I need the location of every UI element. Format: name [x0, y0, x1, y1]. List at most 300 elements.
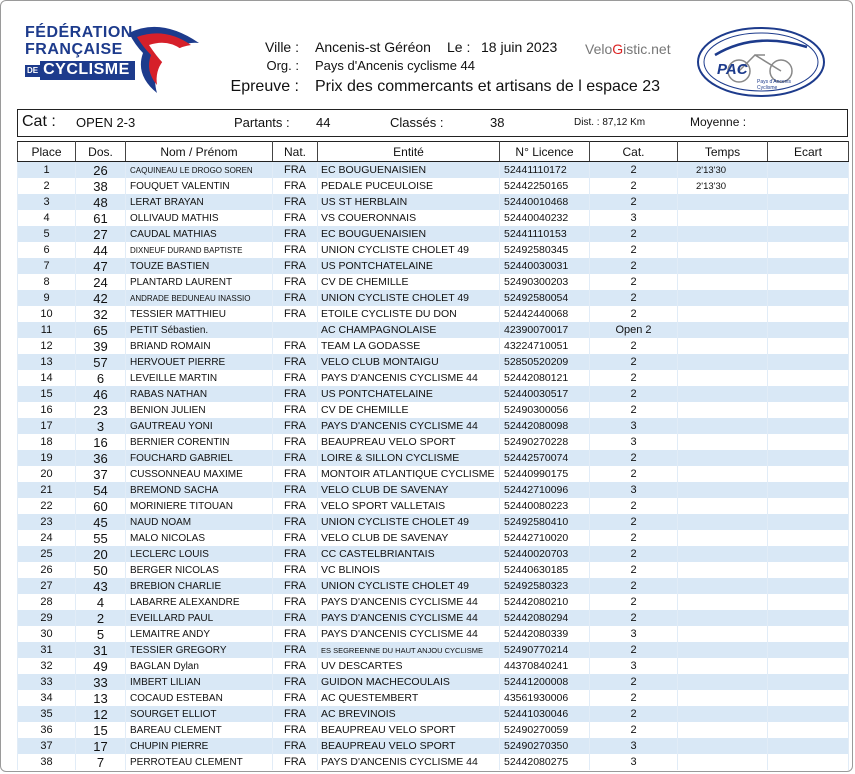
cell-licence: 52440010468	[500, 194, 590, 210]
cell-temps	[678, 674, 768, 690]
cell-nat: FRA	[273, 690, 318, 706]
cell-temps	[678, 610, 768, 626]
cell-dos: 27	[76, 226, 126, 242]
cell-ecart	[768, 354, 849, 370]
cell-temps	[678, 274, 768, 290]
cell-ecart	[768, 546, 849, 562]
table-header-row	[18, 142, 849, 162]
cell-cat: 2	[590, 610, 678, 626]
cell-entite: UNION CYCLISTE CHOLET 49	[318, 242, 500, 258]
cell-licence: 52440080223	[500, 498, 590, 514]
cell-temps	[678, 738, 768, 754]
cell-nat: FRA	[273, 434, 318, 450]
cell-nom: RABAS NATHAN	[126, 386, 273, 402]
cell-nat	[273, 322, 318, 338]
cell-temps: 2'13'30	[678, 162, 768, 179]
cell-cat: 2	[590, 578, 678, 594]
cell-entite: UNION CYCLISTE CHOLET 49	[318, 578, 500, 594]
cell-dos: 54	[76, 482, 126, 498]
cell-nat: FRA	[273, 354, 318, 370]
cell-dos: 57	[76, 354, 126, 370]
date-label: Le :	[447, 39, 471, 55]
cell-cat: 3	[590, 626, 678, 642]
cell-dos: 48	[76, 194, 126, 210]
cell-entite: UNION CYCLISTE CHOLET 49	[318, 290, 500, 306]
cell-licence: 52440630185	[500, 562, 590, 578]
cell-nat: FRA	[273, 546, 318, 562]
cell-entite: AC QUESTEMBERT	[318, 690, 500, 706]
cell-nom: CHUPIN PIERRE	[126, 738, 273, 754]
cell-licence: 52442440068	[500, 306, 590, 322]
cell-ecart	[768, 306, 849, 322]
cell-licence: 52442570074	[500, 450, 590, 466]
cell-entite: PAYS D'ANCENIS CYCLISME 44	[318, 754, 500, 770]
cell-dos: 36	[76, 450, 126, 466]
cell-cat: 2	[590, 642, 678, 658]
cell-temps	[678, 210, 768, 226]
cell-ecart	[768, 258, 849, 274]
cell-nom: IMBERT LILIAN	[126, 674, 273, 690]
cell-place: 21	[18, 482, 76, 498]
cell-ecart	[768, 338, 849, 354]
cell-place: 28	[18, 594, 76, 610]
cell-place: 23	[18, 514, 76, 530]
cell-place: 7	[18, 258, 76, 274]
cell-nom: TESSIER GREGORY	[126, 642, 273, 658]
table-row	[18, 706, 849, 722]
cell-entite: VELO SPORT VALLETAIS	[318, 498, 500, 514]
cell-licence: 52490300203	[500, 274, 590, 290]
cell-place: 1	[18, 162, 76, 179]
cell-dos: 33	[76, 674, 126, 690]
cell-temps	[678, 562, 768, 578]
table-row	[18, 578, 849, 594]
cell-nat: FRA	[273, 210, 318, 226]
cell-nat: FRA	[273, 594, 318, 610]
cell-cat: 2	[590, 594, 678, 610]
cell-place: 12	[18, 338, 76, 354]
cell-entite: PAYS D'ANCENIS CYCLISME 44	[318, 610, 500, 626]
cell-cat: 2	[590, 178, 678, 194]
cell-temps	[678, 194, 768, 210]
table-row	[18, 386, 849, 402]
cell-licence: 52440990175	[500, 466, 590, 482]
cell-dos: 32	[76, 306, 126, 322]
header-entite: Entité	[318, 142, 500, 162]
cell-nom: SOURGET ELLIOT	[126, 706, 273, 722]
cell-nat: FRA	[273, 242, 318, 258]
cell-licence: 52442710020	[500, 530, 590, 546]
cell-nom: BREBION CHARLIE	[126, 578, 273, 594]
table-row	[18, 354, 849, 370]
cell-entite: PEDALE PUCEULOISE	[318, 178, 500, 194]
cell-place: 4	[18, 210, 76, 226]
distance: Dist. : 87,12 Km	[574, 117, 646, 128]
table-row	[18, 402, 849, 418]
cell-temps	[678, 434, 768, 450]
table-row	[18, 642, 849, 658]
classes-label: Classés :	[390, 115, 444, 130]
cell-nom: HERVOUET PIERRE	[126, 354, 273, 370]
cell-ecart	[768, 674, 849, 690]
cell-cat: 2	[590, 514, 678, 530]
header-nom: Nom / Prénom	[126, 142, 273, 162]
cell-licence: 52850520209	[500, 354, 590, 370]
ffc-line2: FRANÇAISE	[25, 41, 123, 58]
cell-nom: BERNIER CORENTIN	[126, 434, 273, 450]
cell-entite: UV DESCARTES	[318, 658, 500, 674]
cell-nat: FRA	[273, 370, 318, 386]
cell-nat: FRA	[273, 658, 318, 674]
cell-nat: FRA	[273, 386, 318, 402]
cell-licence: 52442710096	[500, 482, 590, 498]
cell-nom: BAGLAN Dylan	[126, 658, 273, 674]
cell-cat: 2	[590, 498, 678, 514]
cell-dos: 47	[76, 258, 126, 274]
cell-temps	[678, 258, 768, 274]
cell-temps	[678, 338, 768, 354]
header-dos: Dos.	[76, 142, 126, 162]
cell-nat: FRA	[273, 706, 318, 722]
cell-licence: 44370840241	[500, 658, 590, 674]
cell-cat: 2	[590, 258, 678, 274]
cell-cat: 2	[590, 370, 678, 386]
cell-place: 29	[18, 610, 76, 626]
cell-place: 9	[18, 290, 76, 306]
ffc-line1: FÉDÉRATION	[25, 24, 133, 41]
partants-value: 44	[316, 115, 331, 130]
cell-place: 16	[18, 402, 76, 418]
cell-cat: 2	[590, 562, 678, 578]
cell-cat: 3	[590, 210, 678, 226]
table-row	[18, 562, 849, 578]
cell-nat: FRA	[273, 642, 318, 658]
cell-entite: US PONTCHATELAINE	[318, 258, 500, 274]
cell-ecart	[768, 706, 849, 722]
header-licence: N° Licence	[500, 142, 590, 162]
cell-nat: FRA	[273, 674, 318, 690]
cell-place: 14	[18, 370, 76, 386]
cell-entite: VELO CLUB MONTAIGU	[318, 354, 500, 370]
velogistic-part1: Velo	[585, 41, 613, 57]
cell-cat: 2	[590, 450, 678, 466]
cell-nom: TESSIER MATTHIEU	[126, 306, 273, 322]
cell-entite: BEAUPREAU VELO SPORT	[318, 722, 500, 738]
cell-dos: 43	[76, 578, 126, 594]
cell-cat: 2	[590, 194, 678, 210]
cell-dos: 26	[76, 162, 126, 179]
cell-entite: PAYS D'ANCENIS CYCLISME 44	[318, 418, 500, 434]
cell-place: 24	[18, 530, 76, 546]
cell-dos: 3	[76, 418, 126, 434]
cell-nom: DIXNEUF DURAND BAPTISTE	[126, 242, 273, 258]
cell-place: 33	[18, 674, 76, 690]
table-row	[18, 658, 849, 674]
cell-dos: 61	[76, 210, 126, 226]
cell-place: 37	[18, 738, 76, 754]
cell-ecart	[768, 722, 849, 738]
cell-entite: BEAUPREAU VELO SPORT	[318, 738, 500, 754]
cell-nat: FRA	[273, 530, 318, 546]
cell-entite: US ST HERBLAIN	[318, 194, 500, 210]
cell-place: 19	[18, 450, 76, 466]
ville-value: Ancenis-st Géréon	[315, 39, 431, 55]
cat-label: Cat :	[22, 113, 56, 130]
pac-text: PAC	[717, 61, 748, 78]
table-row	[18, 498, 849, 514]
cell-entite: PAYS D'ANCENIS CYCLISME 44	[318, 370, 500, 386]
cell-dos: 31	[76, 642, 126, 658]
cell-ecart	[768, 210, 849, 226]
cell-dos: 23	[76, 402, 126, 418]
header-ecart: Ecart	[768, 142, 849, 162]
cell-dos: 55	[76, 530, 126, 546]
header-place: Place	[18, 142, 76, 162]
cell-nom: BERGER NICOLAS	[126, 562, 273, 578]
cell-nom: CAUDAL MATHIAS	[126, 226, 273, 242]
cell-cat: 2	[590, 402, 678, 418]
cell-temps: 2'13'30	[678, 178, 768, 194]
cell-entite: CV DE CHEMILLE	[318, 402, 500, 418]
cell-nat: FRA	[273, 226, 318, 242]
cell-nom: COCAUD ESTEBAN	[126, 690, 273, 706]
cell-ecart	[768, 450, 849, 466]
results-table	[17, 141, 849, 770]
cell-licence: 52492580054	[500, 290, 590, 306]
table-row	[18, 434, 849, 450]
cell-entite: AC CHAMPAGNOLAISE	[318, 322, 500, 338]
cell-entite: PAYS D'ANCENIS CYCLISME 44	[318, 626, 500, 642]
table-row	[18, 674, 849, 690]
table-row	[18, 258, 849, 274]
cell-nom: BAREAU CLEMENT	[126, 722, 273, 738]
cell-place: 20	[18, 466, 76, 482]
cell-licence: 52442250165	[500, 178, 590, 194]
cell-nom: OLLIVAUD MATHIS	[126, 210, 273, 226]
cell-place: 8	[18, 274, 76, 290]
cell-ecart	[768, 386, 849, 402]
cell-temps	[678, 370, 768, 386]
epreuve-value: Prix des commercants et artisans de l espace 23	[315, 78, 661, 95]
cell-dos: 6	[76, 370, 126, 386]
cell-cat: 2	[590, 530, 678, 546]
cell-cat: 2	[590, 274, 678, 290]
cell-nom: GAUTREAU YONI	[126, 418, 273, 434]
velogistic-logo	[585, 41, 671, 57]
partants-label: Partants :	[234, 115, 290, 130]
cell-licence: 52442080339	[500, 626, 590, 642]
cell-entite: PAYS D'ANCENIS CYCLISME 44	[318, 594, 500, 610]
cell-nat: FRA	[273, 610, 318, 626]
cell-temps	[678, 354, 768, 370]
cell-nom: BREMOND SACHA	[126, 482, 273, 498]
cell-nat: FRA	[273, 418, 318, 434]
cell-place: 10	[18, 306, 76, 322]
header-nat: Nat.	[273, 142, 318, 162]
table-row	[18, 594, 849, 610]
cell-entite: UNION CYCLISTE CHOLET 49	[318, 514, 500, 530]
cell-licence: 52440040232	[500, 210, 590, 226]
cell-nom: BRIAND ROMAIN	[126, 338, 273, 354]
cell-licence: 52492580323	[500, 578, 590, 594]
cell-cat: 3	[590, 754, 678, 770]
cell-temps	[678, 242, 768, 258]
cell-temps	[678, 514, 768, 530]
cell-temps	[678, 290, 768, 306]
cell-ecart	[768, 562, 849, 578]
cell-cat: 2	[590, 242, 678, 258]
cell-nat: FRA	[273, 178, 318, 194]
cell-ecart	[768, 162, 849, 179]
cell-licence: 52441030046	[500, 706, 590, 722]
cell-dos: 37	[76, 466, 126, 482]
cell-nat: FRA	[273, 194, 318, 210]
table-row	[18, 322, 849, 338]
cell-dos: 13	[76, 690, 126, 706]
cell-temps	[678, 706, 768, 722]
cell-entite: LOIRE & SILLON CYCLISME	[318, 450, 500, 466]
cell-nat: FRA	[273, 498, 318, 514]
cell-place: 22	[18, 498, 76, 514]
cell-dos: 12	[76, 706, 126, 722]
cell-entite: CC CASTELBRIANTAIS	[318, 546, 500, 562]
cell-licence: 43224710051	[500, 338, 590, 354]
cell-nat: FRA	[273, 450, 318, 466]
cell-cat: 2	[590, 706, 678, 722]
cell-nom: FOUCHARD GABRIEL	[126, 450, 273, 466]
cell-nom: BENION JULIEN	[126, 402, 273, 418]
cell-entite: EC BOUGUENAISIEN	[318, 162, 500, 179]
cell-cat: 2	[590, 354, 678, 370]
cell-licence: 52441200008	[500, 674, 590, 690]
cell-place: 17	[18, 418, 76, 434]
cell-licence: 52442080294	[500, 610, 590, 626]
cell-dos: 15	[76, 722, 126, 738]
ville-label: Ville :	[265, 39, 299, 55]
cell-place: 13	[18, 354, 76, 370]
table-row	[18, 306, 849, 322]
cell-licence: 52441110153	[500, 226, 590, 242]
cell-nat: FRA	[273, 482, 318, 498]
cell-temps	[678, 626, 768, 642]
cell-entite: VELO CLUB DE SAVENAY	[318, 482, 500, 498]
cell-ecart	[768, 642, 849, 658]
cell-dos: 7	[76, 754, 126, 770]
cell-ecart	[768, 178, 849, 194]
cell-dos: 4	[76, 594, 126, 610]
table-row	[18, 482, 849, 498]
pac-subtitle: Pays d'Ancenis Cyclisme	[757, 79, 792, 91]
table-row	[18, 690, 849, 706]
table-row	[18, 722, 849, 738]
org-label: Org. :	[266, 58, 299, 73]
table-row	[18, 290, 849, 306]
cell-place: 2	[18, 178, 76, 194]
cell-nom: MALO NICOLAS	[126, 530, 273, 546]
cell-ecart	[768, 370, 849, 386]
cell-dos: 65	[76, 322, 126, 338]
table-row	[18, 242, 849, 258]
cell-entite: MONTOIR ATLANTIQUE CYCLISME	[318, 466, 500, 482]
cell-place: 25	[18, 546, 76, 562]
cell-cat: 2	[590, 722, 678, 738]
cell-temps	[678, 306, 768, 322]
header-temps: Temps	[678, 142, 768, 162]
cell-cat: 3	[590, 658, 678, 674]
cell-licence: 52442080121	[500, 370, 590, 386]
table-row	[18, 194, 849, 210]
cell-ecart	[768, 690, 849, 706]
cell-place: 38	[18, 754, 76, 770]
cell-cat: 2	[590, 162, 678, 179]
table-row	[18, 610, 849, 626]
velogistic-part2: G	[612, 41, 624, 57]
cell-dos: 60	[76, 498, 126, 514]
cell-licence: 42390070017	[500, 322, 590, 338]
cell-nat: FRA	[273, 738, 318, 754]
cell-ecart	[768, 242, 849, 258]
cell-nom: PETIT Sébastien.	[126, 322, 273, 338]
cell-dos: 50	[76, 562, 126, 578]
cell-cat: 2	[590, 466, 678, 482]
cell-temps	[678, 482, 768, 498]
cell-licence: 52490270350	[500, 738, 590, 754]
cell-entite: BEAUPREAU VELO SPORT	[318, 434, 500, 450]
cell-ecart	[768, 194, 849, 210]
race-info-bar	[17, 109, 848, 137]
table-row	[18, 418, 849, 434]
cell-cat: 2	[590, 674, 678, 690]
cell-temps	[678, 754, 768, 770]
org-value: Pays d'Ancenis cyclisme 44	[315, 58, 475, 73]
table-row	[18, 210, 849, 226]
cell-dos: 16	[76, 434, 126, 450]
cell-nom: FOUQUET VALENTIN	[126, 178, 273, 194]
cell-temps	[678, 402, 768, 418]
cell-temps	[678, 722, 768, 738]
cell-nat: FRA	[273, 578, 318, 594]
cell-place: 26	[18, 562, 76, 578]
cell-place: 27	[18, 578, 76, 594]
velogistic-part3: istic.net	[623, 41, 671, 57]
cell-nom: LABARRE ALEXANDRE	[126, 594, 273, 610]
cell-place: 6	[18, 242, 76, 258]
cell-licence: 52441110172	[500, 162, 590, 179]
cell-temps	[678, 322, 768, 338]
table-row	[18, 514, 849, 530]
cell-licence: 52492580345	[500, 242, 590, 258]
cell-temps	[678, 530, 768, 546]
cell-cat: 2	[590, 290, 678, 306]
cell-cat: Open 2	[590, 322, 678, 338]
cell-nom: PERROTEAU CLEMENT	[126, 754, 273, 770]
cell-ecart	[768, 610, 849, 626]
cell-entite: ES SEGREENNE DU HAUT ANJOU CYCLISME	[318, 642, 500, 658]
cell-place: 35	[18, 706, 76, 722]
cell-nat: FRA	[273, 402, 318, 418]
cell-nom: NAUD NOAM	[126, 514, 273, 530]
cell-temps	[678, 450, 768, 466]
cell-entite: GUIDON MACHECOULAIS	[318, 674, 500, 690]
cell-licence: 52442080275	[500, 754, 590, 770]
cell-licence: 52442080210	[500, 594, 590, 610]
table-row	[18, 754, 849, 770]
cell-nat: FRA	[273, 290, 318, 306]
cell-entite: US PONTCHATELAINE	[318, 386, 500, 402]
cell-place: 30	[18, 626, 76, 642]
cell-ecart	[768, 754, 849, 770]
cell-nom: MORINIERE TITOUAN	[126, 498, 273, 514]
